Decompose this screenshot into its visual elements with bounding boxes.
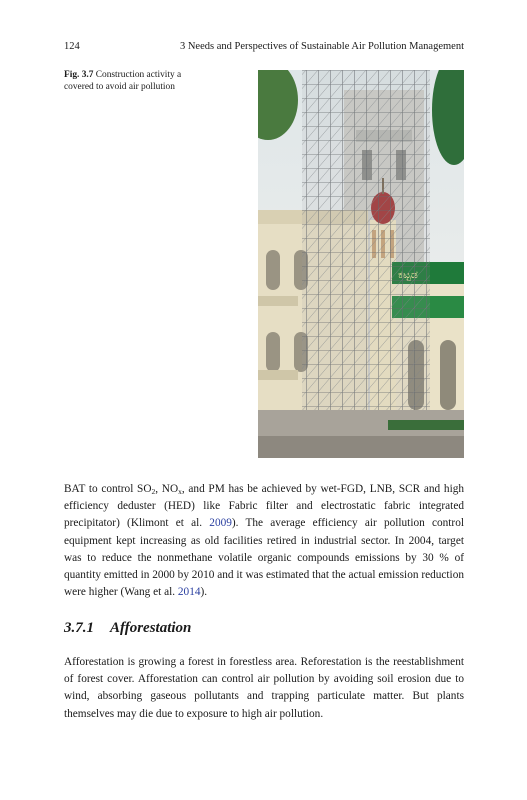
section-heading (64, 620, 191, 637)
running-head: 3 Needs and Perspectives of Sustainable Air Pollution Management (179, 41, 464, 52)
page-header (64, 41, 464, 55)
citation-link[interactable]: 2014 (177, 586, 201, 599)
paragraph-bat: BAT to control $SO_2$, $NO_x$, and PM has be achieved by wet-FGD, LNB, SCR and high efficiency deduster (HED) like Fabric filter and electrostatic fabric integrated precipitator) (Klimont et al. 2009). The average efficiency air pollution control equipment kept increasing as old facilities retired in industrial sector. In 2004, target was to reduce the nonmethane volatile organic compounds emissions by 30 % of quantity emitted in 2000 by 2010 and it was estimated that the actual emission reduction were higher (Wang et al. 2014). (64, 483, 464, 599)
construction-photo (258, 70, 464, 458)
section-number: 3.7.1 (64, 620, 94, 636)
figure-label: Fig. 3.7 (64, 70, 94, 80)
paragraph-afforestation: Afforestation is growing a forest in forestless area. Reforestation is the reestablishment of forest cover. Afforestation can control air pollution by avoiding soil erosion due to wind, absorbing gaseous pollutants and trapping particulate matter. But plants themselves may die due to exposure to high air pollution. (64, 656, 464, 720)
figure-caption-text: Construction activity a covered to avoid air pollution (64, 70, 182, 92)
figure-caption (64, 70, 204, 93)
citation-link[interactable]: 2009 (209, 517, 232, 530)
page-number: 124 (64, 41, 80, 52)
figure-photo (258, 70, 464, 458)
section-title: Afforestation (110, 620, 192, 636)
